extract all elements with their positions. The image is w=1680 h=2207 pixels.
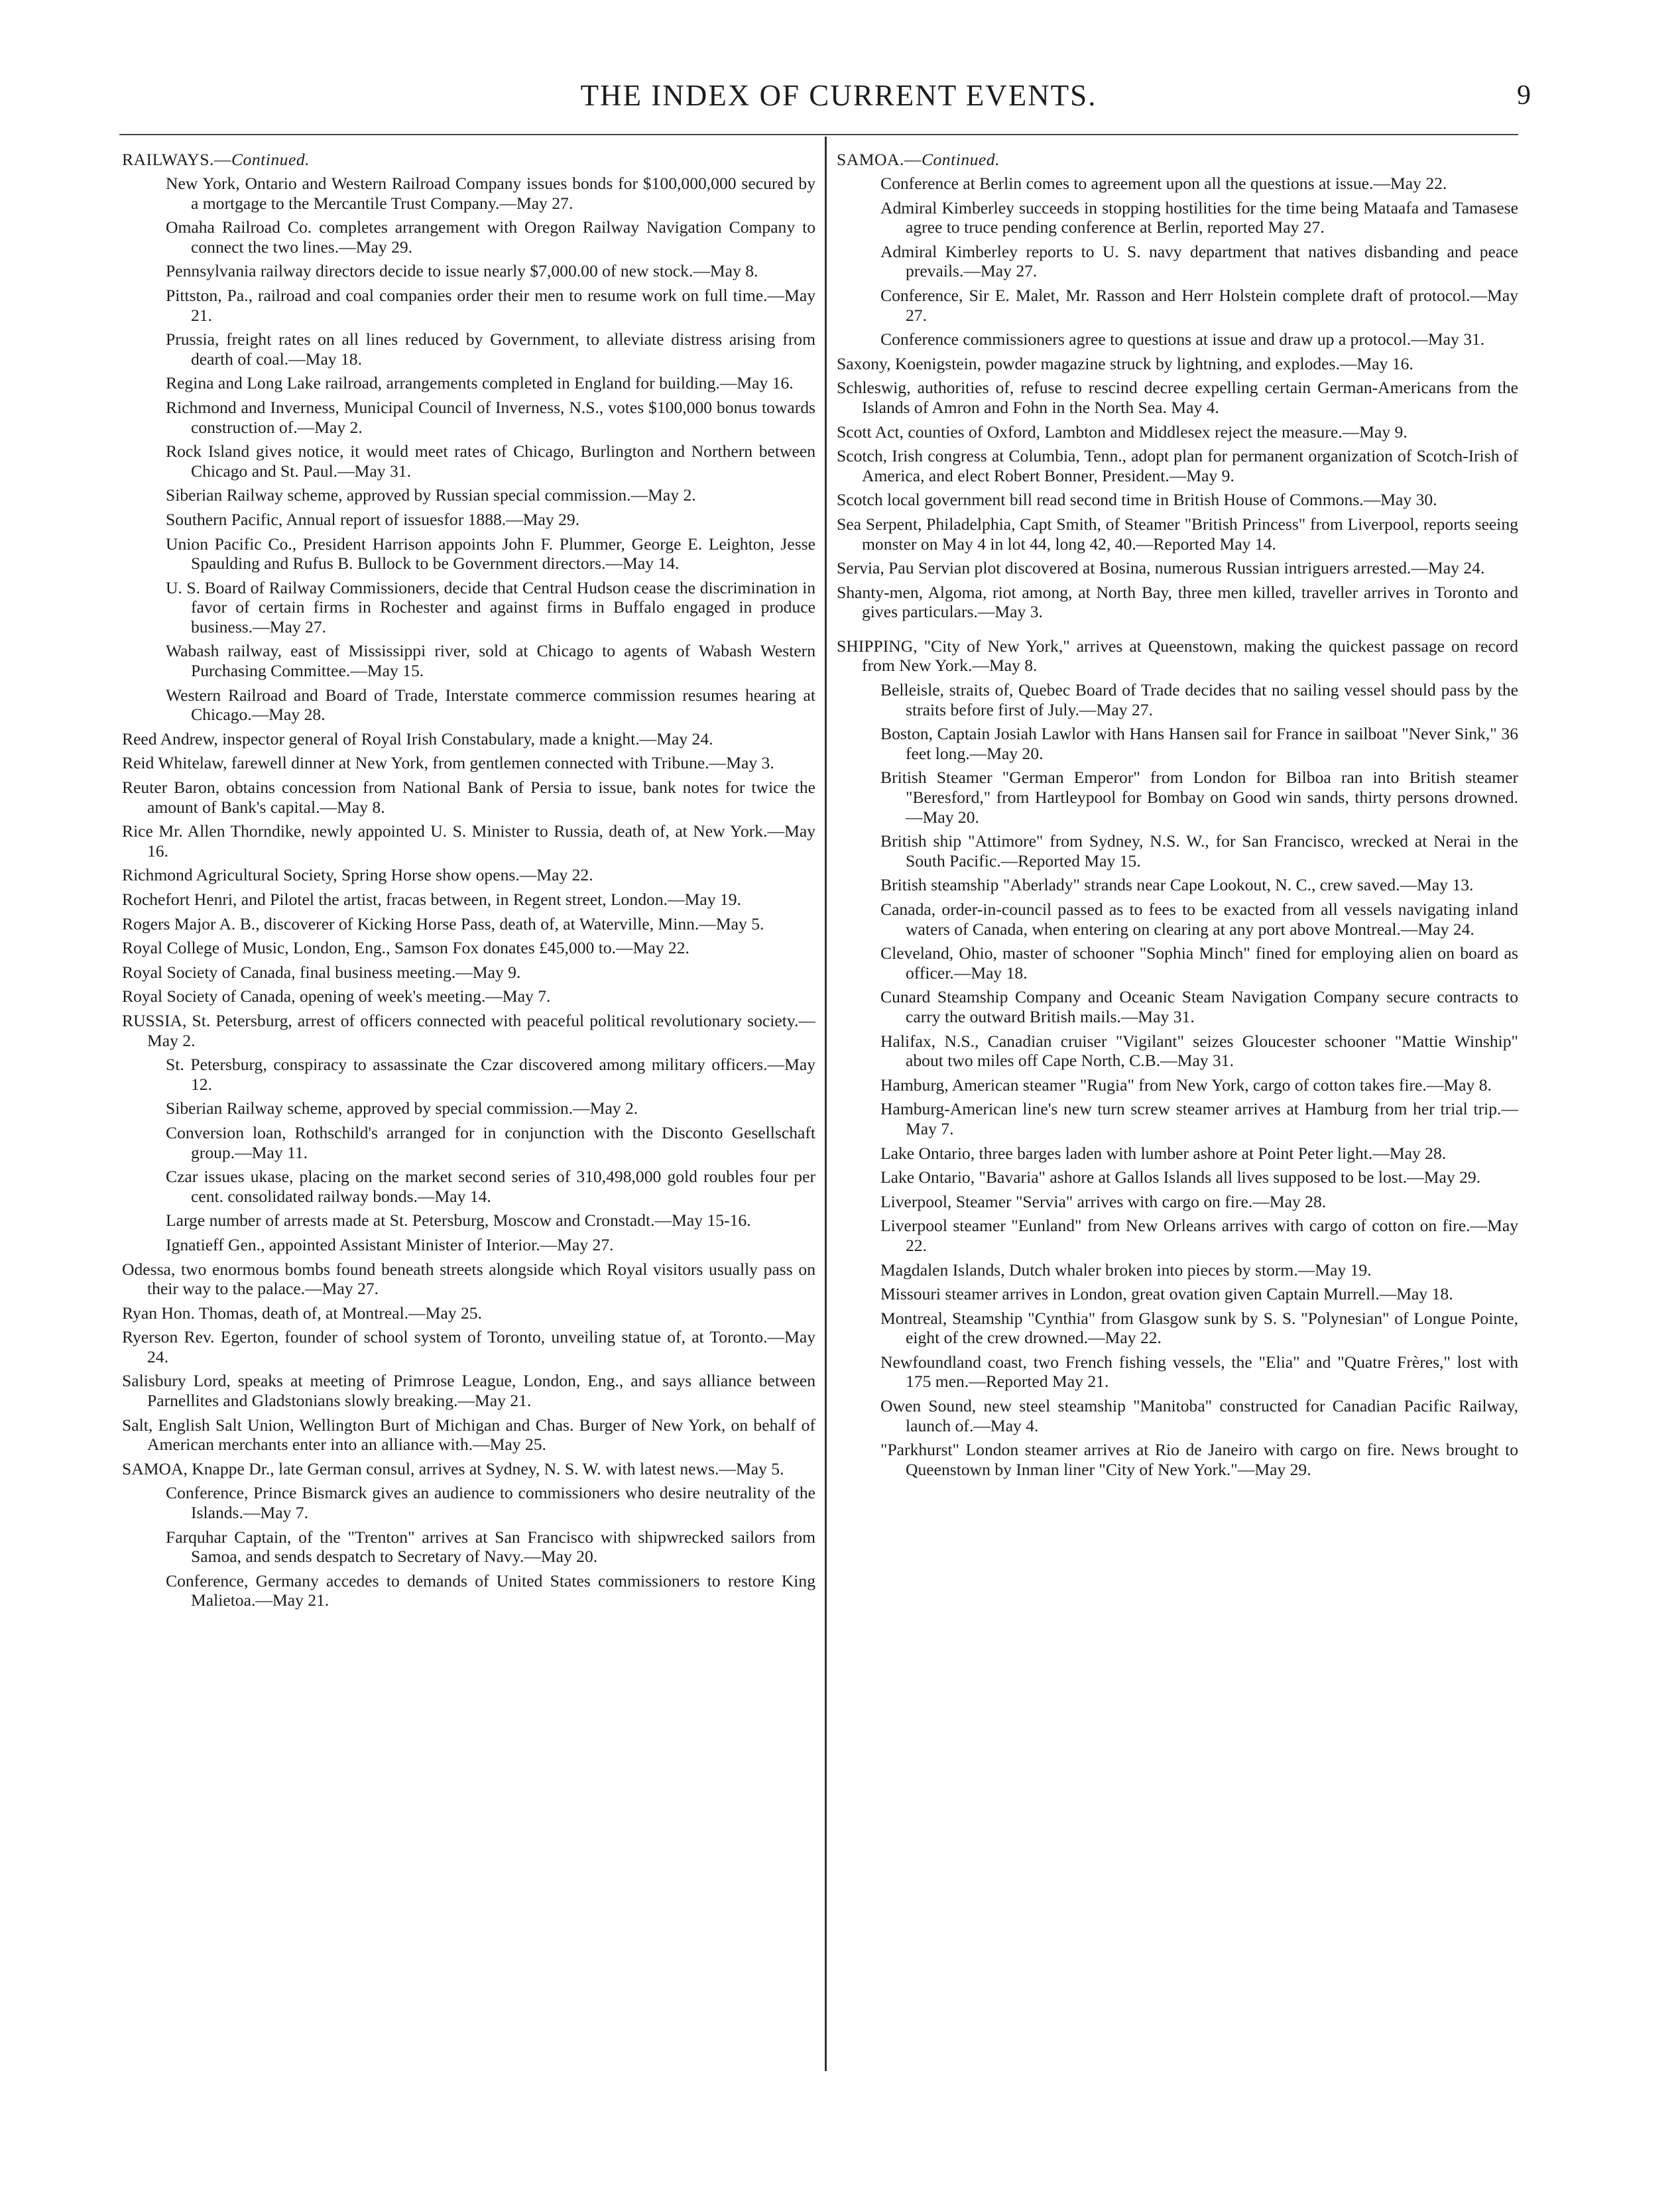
sub-entry: Boston, Captain Josiah Lawlor with Hans Hansen sail for France in sailboat "Never Sink," 36 feet long.—May 20. <box>880 724 1518 763</box>
column-divider <box>825 137 827 2071</box>
sub-entry: "Parkhurst" London steamer arrives at Rio de Janeiro with cargo on fire. News brought to Queenstown by Inman liner "City of New York."—May 29. <box>880 1440 1518 1479</box>
heading-text: RAILWAYS.— <box>122 150 231 169</box>
index-entry: RUSSIA, St. Petersburg, arrest of officers connected with peaceful political revolutionary society.—May 2. <box>122 1010 815 1050</box>
index-entry: Royal College of Music, London, Eng., Samson Fox donates £45,000 to.—May 22. <box>122 938 690 958</box>
page-number: 9 <box>1517 80 1531 111</box>
index-entry: Sea Serpent, Philadelphia, Capt Smith, of Steamer "British Princess" from Liverpool, reports seeing monster on May 4 in lot 44, long 42, 40.—Reported May 14. <box>837 514 1518 554</box>
sub-entry: Conference commissioners agree to questions at issue and draw up a protocol.—May 31. <box>880 329 1485 349</box>
sub-entry: U. S. Board of Railway Commissioners, decide that Central Hudson cease the discrimination in favor of certain firms in Rochester and against firms in Buffalo engaged in produce business.—May 27. <box>166 577 815 636</box>
index-entry: Reed Andrew, inspector general of Royal Irish Constabulary, made a knight.—May 24. <box>122 729 713 748</box>
sub-entry: Pittston, Pa., railroad and coal companies order their men to resume work on full time.—May 21. <box>166 285 815 325</box>
sub-entry: Hamburg-American line's new turn screw steamer arrives at Hamburg from her trial trip.—May 7. <box>880 1099 1518 1138</box>
sub-entry: Conversion loan, Rothschild's arranged for in conjunction with the Disconto Gesellschaft group.—May 11. <box>166 1122 815 1162</box>
index-entry: Odessa, two enormous bombs found beneath streets alongside which Royal visitors usually pass on their way to the palace.—May 27. <box>122 1259 815 1299</box>
heading-text: SAMOA.— <box>837 150 922 169</box>
entry-list <box>122 174 815 1610</box>
sub-entry: Belleisle, straits of, Quebec Board of Trade decides that no sailing vessel should pass by the straits before first of July.—May 27. <box>880 680 1518 719</box>
sub-entry: Prussia, freight rates on all lines reduced by Government, to alleviate distress arising from dearth of coal.—May 18. <box>166 329 815 369</box>
sub-entry: Union Pacific Co., President Harrison appoints John F. Plummer, George E. Leighton, Jesse Spaulding and Rufus B. Bullock to be Government directors.—May 14. <box>166 534 815 573</box>
sub-entry: Western Railroad and Board of Trade, Interstate commerce commission resumes hearing at Chicago.—May 28. <box>166 685 815 725</box>
sub-entry: Rock Island gives notice, it would meet rates of Chicago, Burlington and Northern between Chicago and St. Paul.—May 31. <box>166 442 815 481</box>
index-entry: Schleswig, authorities of, refuse to rescind decree expelling certain German-Americans from the Islands of Amron and Fohn in the North Sea. May 4. <box>837 378 1518 417</box>
sub-entry: Wabash railway, east of Mississippi river, sold at Chicago to agents of Wabash Western Purchasing Committee.—May 15. <box>166 641 815 681</box>
sub-entry: Owen Sound, new steel steamship "Manitoba" constructed for Canadian Pacific Railway, launch of.—May 4. <box>880 1396 1518 1435</box>
sub-entry: Newfoundland coast, two French fishing vessels, the "Elia" and "Quatre Frères," lost with 175 men.—Reported May 21. <box>880 1352 1518 1392</box>
index-entry: Scott Act, counties of Oxford, Lambton and Middlesex reject the measure.—May 9. <box>837 422 1408 442</box>
sub-entry: Montreal, Steamship "Cynthia" from Glasgow sunk by S. S. "Polynesian" of Longue Pointe, eight of the crew drowned.—May 22. <box>880 1308 1518 1348</box>
sub-entry: Liverpool, Steamer "Servia" arrives with cargo on fire.—May 28. <box>880 1191 1327 1211</box>
index-entry: Servia, Pau Servian plot discovered at Bosina, numerous Russian intriguers arrested.—May 24. <box>837 558 1485 578</box>
left-column <box>122 150 815 1615</box>
header-rule <box>119 134 1518 135</box>
index-entry: Saxony, Koenigstein, powder magazine struck by lightning, and explodes.—May 16. <box>837 353 1413 373</box>
index-entry: Reuter Baron, obtains concession from National Bank of Persia to issue, bank notes for twice the amount of Bank's capital.—May 8. <box>122 778 815 817</box>
sub-entry: Siberian Railway scheme, approved by Russian special commission.—May 2. <box>166 485 696 505</box>
sub-entry: Lake Ontario, "Bavaria" ashore at Gallos Islands all lives supposed to be lost.—May 29. <box>880 1167 1481 1187</box>
sub-entry: New York, Ontario and Western Railroad Company issues bonds for $100,000,000 secured by a mortgage to the Mercantile Trust Company.—May 27. <box>166 174 815 213</box>
index-entry: Salt, English Salt Union, Wellington Burt of Michigan and Chas. Burger of New York, on behalf of American merchants enter into an alliance with.—May 25. <box>122 1415 815 1455</box>
heading-continued: Continued. <box>231 150 310 169</box>
index-entry: Richmond Agricultural Society, Spring Horse show opens.—May 22. <box>122 865 593 885</box>
sub-entry: Richmond and Inverness, Municipal Council of Inverness, N.S., votes $100,000 bonus towards construction of.—May 2. <box>166 397 815 437</box>
sub-entry: Omaha Railroad Co. completes arrangement with Oregon Railway Navigation Company to connect the two lines.—May 29. <box>166 217 815 257</box>
sub-entry: Cleveland, Ohio, master of schooner "Sophia Minch" fined for employing alien on board as officer.—May 18. <box>880 943 1518 983</box>
sub-entry: Large number of arrests made at St. Petersburg, Moscow and Cronstadt.—May 15-16. <box>166 1211 751 1230</box>
section-heading <box>122 150 815 170</box>
sub-entry: Regina and Long Lake railroad, arrangements completed in England for building.—May 16. <box>166 373 794 393</box>
sub-entry: Siberian Railway scheme, approved by special commission.—May 2. <box>166 1099 638 1118</box>
index-entry: Ryan Hon. Thomas, death of, at Montreal.—May 25. <box>122 1303 482 1323</box>
index-entry: Salisbury Lord, speaks at meeting of Primrose League, London, Eng., and says alliance between Parnellites and Gladstonians slowly breaking.—May 21. <box>122 1371 815 1411</box>
sub-entry: Conference at Berlin comes to agreement upon all the questions at issue.—May 22. <box>880 174 1447 193</box>
index-entry: SAMOA, Knappe Dr., late German consul, arrives at Sydney, N. S. W. with latest news.—May 5. <box>122 1459 784 1478</box>
index-entry: Scotch local government bill read second time in British House of Commons.—May 30. <box>837 490 1437 510</box>
sub-entry: British Steamer "German Emperor" from London for Bilboa ran into British steamer "Beresford," from Hartleypool for Bombay on Good win sands, thirty persons drowned.—May 20. <box>880 768 1518 827</box>
sub-entry: Conference, Germany accedes to demands of United States commissioners to restore King Malietoa.—May 21. <box>166 1571 815 1610</box>
entry-list <box>837 174 1518 1479</box>
sub-entry: Missouri steamer arrives in London, great ovation given Captain Murrell.—May 18. <box>880 1284 1453 1304</box>
sub-entry: Magdalen Islands, Dutch whaler broken into pieces by storm.—May 19. <box>880 1260 1372 1280</box>
sub-entry: Canada, order-in-council passed as to fees to be exacted from all vessels navigating inland waters of Canada, when entering on clearing at any port above Montreal.—May 24. <box>880 900 1518 939</box>
sub-entry: Halifax, N.S., Canadian cruiser "Vigilant" seizes Gloucester schooner "Mattie Winship" about two miles off Cape North, C.B.—May 31. <box>880 1031 1518 1071</box>
page-title: THE INDEX OF CURRENT EVENTS. <box>580 79 1097 112</box>
sub-entry: Liverpool steamer "Eunland" from New Orleans arrives with cargo of cotton on fire.—May 22. <box>880 1216 1518 1255</box>
sub-entry: Cunard Steamship Company and Oceanic Steam Navigation Company secure contracts to carry the outward British mails.—May 31. <box>880 987 1518 1026</box>
sub-entry: Admiral Kimberley succeeds in stopping hostilities for the time being Mataafa and Tamasese agree to truce pending conference at Berlin, reported May 27. <box>880 198 1518 237</box>
sub-entry: Hamburg, American steamer "Rugia" from New York, cargo of cotton takes fire.—May 8. <box>880 1075 1492 1095</box>
sub-entry: Conference, Sir E. Malet, Mr. Rasson and Herr Holstein complete draft of protocol.—May 27. <box>880 285 1518 325</box>
index-entry: Rogers Major A. B., discoverer of Kicking Horse Pass, death of, at Waterville, Minn.—May 5. <box>122 914 764 933</box>
index-entry: Shanty-men, Algoma, riot among, at North Bay, three men killed, traveller arrives in Toronto and gives particulars.—May 3. <box>837 582 1518 622</box>
sub-entry: Conference, Prince Bismarck gives an audience to commissioners who desire neutrality of the Islands.—May 7. <box>166 1483 815 1523</box>
sub-entry: Czar issues ukase, placing on the market second series of 310,498,000 gold roubles four per cent. consolidated railway bonds.—May 14. <box>166 1167 815 1206</box>
sub-entry: St. Petersburg, conspiracy to assassinate the Czar discovered among military officers.—May 12. <box>166 1055 815 1094</box>
sub-entry: Pennsylvania railway directors decide to issue nearly $7,000.00 of new stock.—May 8. <box>166 261 758 281</box>
index-entry: Royal Society of Canada, opening of week's meeting.—May 7. <box>122 986 551 1006</box>
sub-entry: Lake Ontario, three barges laden with lumber ashore at Point Peter light.—May 28. <box>880 1143 1447 1163</box>
heading-continued: Continued. <box>921 150 1000 169</box>
sub-entry: Southern Pacific, Annual report of issuesfor 1888.—May 29. <box>166 509 580 529</box>
index-entry: Rochefort Henri, and Pilotel the artist, fracas between, in Regent street, London.—May 19. <box>122 890 741 909</box>
index-entry: Scotch, Irish congress at Columbia, Tenn., adopt plan for permanent organization of Scotch-Irish of America, and elect Robert Bonner, President.—May 9. <box>837 446 1518 485</box>
index-entry: Ryerson Rev. Egerton, founder of school system of Toronto, unveiling statue of, at Toronto.—May 24. <box>122 1327 815 1366</box>
index-entry: SHIPPING, "City of New York," arrives at Queenstown, making the quickest passage on record from New York.—May 8. <box>837 636 1518 676</box>
section-heading <box>837 150 1518 170</box>
sub-entry: British steamship "Aberlady" strands near Cape Lookout, N. C., crew saved.—May 13. <box>880 875 1474 895</box>
index-entry: Reid Whitelaw, farewell dinner at New York, from gentlemen connected with Tribune.—May 3. <box>122 753 774 773</box>
sub-entry: Admiral Kimberley reports to U. S. navy department that natives disbanding and peace prevails.—May 27. <box>880 241 1518 281</box>
sub-entry: Farquhar Captain, of the "Trenton" arrives at San Francisco with shipwrecked sailors from Samoa, and sends despatch to Secretary of Navy.—May 20. <box>166 1527 815 1567</box>
sub-entry: British ship "Attimore" from Sydney, N.S. W., for San Francisco, wrecked at Nerai in the South Pacific.—Reported May 15. <box>880 831 1518 870</box>
sub-entry: Ignatieff Gen., appointed Assistant Minister of Interior.—May 27. <box>166 1234 614 1254</box>
index-entry: Royal Society of Canada, final business meeting.—May 9. <box>122 962 521 982</box>
right-column <box>837 150 1518 1484</box>
index-entry: Rice Mr. Allen Thorndike, newly appointed U. S. Minister to Russia, death of, at New York.—May 16. <box>122 821 815 861</box>
